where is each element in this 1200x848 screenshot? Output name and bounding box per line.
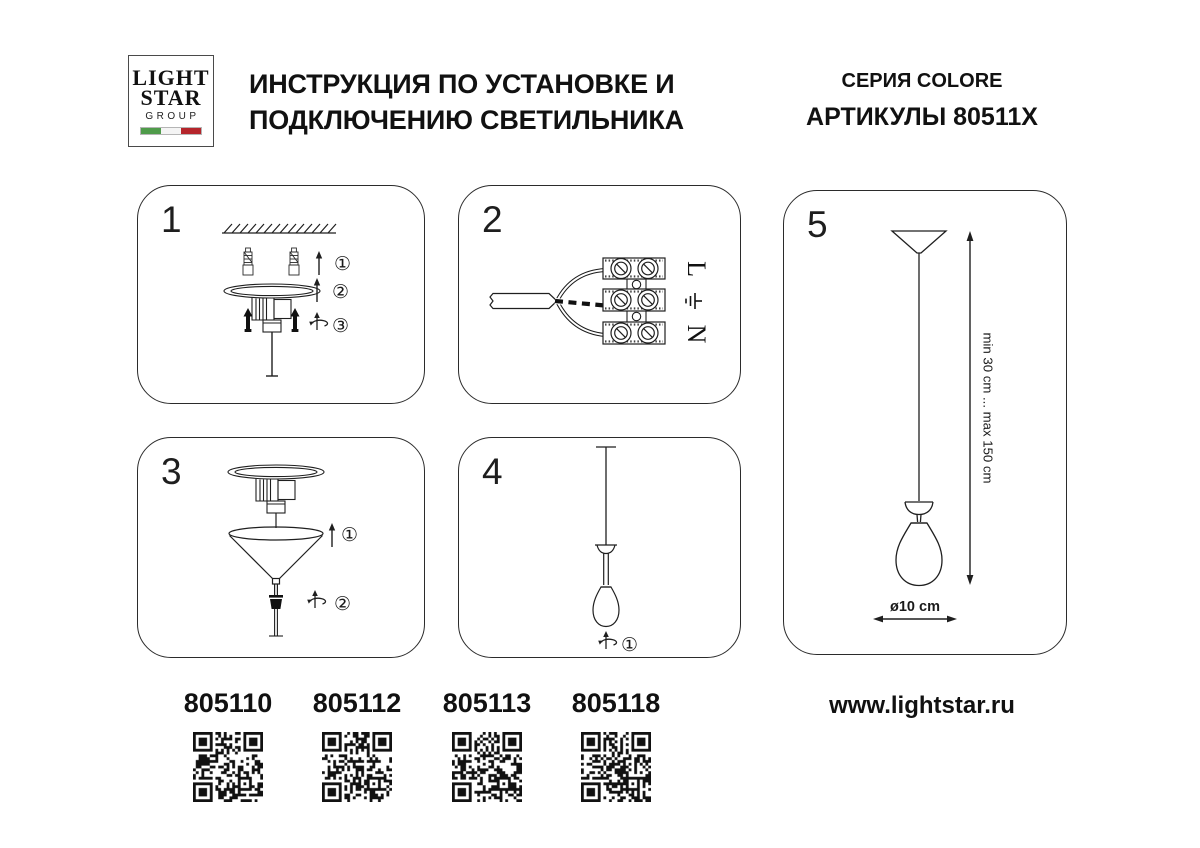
title-line-2: ПОДКЛЮЧЕНИЮ СВЕТИЛЬНИКА [249, 105, 684, 135]
step-4-number: 4 [482, 451, 503, 492]
teardrop-shade [593, 587, 619, 627]
height-dimension [967, 231, 996, 585]
diameter-label: ø10 cm [890, 599, 940, 615]
articles-label: АРТИКУЛЫ 80511X [806, 103, 1038, 131]
header-right [772, 70, 1072, 132]
wall-anchor-icon [243, 248, 253, 275]
ceiling-canopy-icon [228, 465, 324, 513]
article-code: 805110 [183, 688, 273, 718]
lamp-holder [595, 545, 617, 585]
neutral-terminal-label: N [682, 324, 712, 344]
step-marker-3: ③ [332, 316, 350, 337]
step-2-diagram [459, 186, 742, 405]
step-3-diagram [138, 438, 426, 659]
height-range-label: min 30 cm ... max 150 cm [980, 332, 996, 484]
step-marker-1: ① [621, 635, 639, 656]
suspension-cord [596, 447, 616, 545]
step-5-diagram [784, 191, 1068, 656]
suspension-cord [266, 332, 278, 376]
step-marker-2: ② [334, 594, 352, 615]
step-4-panel [458, 437, 741, 658]
article-column [287, 688, 427, 802]
flag-green [141, 128, 161, 134]
article-code: 805112 [312, 688, 402, 718]
twist-arrow-icon [309, 312, 327, 330]
flag-red [181, 128, 201, 134]
step-5-panel [783, 190, 1067, 655]
step-marker-1: ① [341, 525, 359, 546]
article-column [546, 688, 686, 802]
live-terminal-label: L [682, 261, 712, 277]
article-column [417, 688, 557, 802]
qr-code [581, 732, 651, 802]
arrow-up-icon [329, 523, 335, 547]
ceiling-canopy-icon [224, 284, 320, 332]
qr-code [452, 732, 522, 802]
step-2-number: 2 [482, 199, 503, 240]
twist-arrow-icon [598, 631, 616, 649]
step-3-panel [137, 437, 425, 658]
step-marker-1: ① [334, 254, 352, 275]
terminal-block [603, 258, 665, 344]
article-code: 805113 [442, 688, 532, 718]
twist-arrow-icon [307, 590, 325, 608]
wall-anchor-icon [289, 248, 299, 275]
screw-icon [291, 308, 300, 332]
cone-shade [229, 513, 323, 595]
article-column [158, 688, 298, 802]
step-1-panel [137, 185, 425, 404]
step-1-diagram [138, 186, 426, 405]
step-4-diagram [459, 438, 742, 659]
power-cable [490, 294, 557, 309]
pendant-lamp [892, 231, 946, 586]
qr-code [322, 732, 392, 802]
screw-icon [244, 308, 253, 332]
earth-symbol [686, 293, 702, 309]
logo-word-group: GROUP [145, 110, 200, 122]
arrow-up-icon [316, 251, 322, 275]
title-line-1: ИНСТРУКЦИЯ ПО УСТАНОВКЕ И [249, 69, 675, 99]
cord-grip [269, 595, 283, 609]
step-marker-2: ② [332, 282, 350, 303]
logo-word-star: STAR [140, 84, 202, 110]
series-label: СЕРИЯ COLORE [841, 70, 1003, 92]
qr-code [193, 732, 263, 802]
step-2-panel [458, 185, 741, 404]
lightstar-logo [128, 55, 214, 147]
step-3-number: 3 [161, 451, 182, 492]
article-code: 805118 [571, 688, 661, 718]
diameter-dimension [873, 599, 957, 622]
logo-word-light: LIGHT [132, 64, 210, 90]
suspension-cord [269, 609, 283, 636]
step-1-number: 1 [161, 199, 182, 240]
website-url: www.lightstar.ru [829, 692, 1015, 719]
ceiling-hatch [222, 224, 336, 233]
step-5-number: 5 [807, 204, 828, 245]
flag-white [161, 128, 181, 134]
page-title [249, 66, 684, 138]
italian-flag-icon [140, 127, 202, 135]
